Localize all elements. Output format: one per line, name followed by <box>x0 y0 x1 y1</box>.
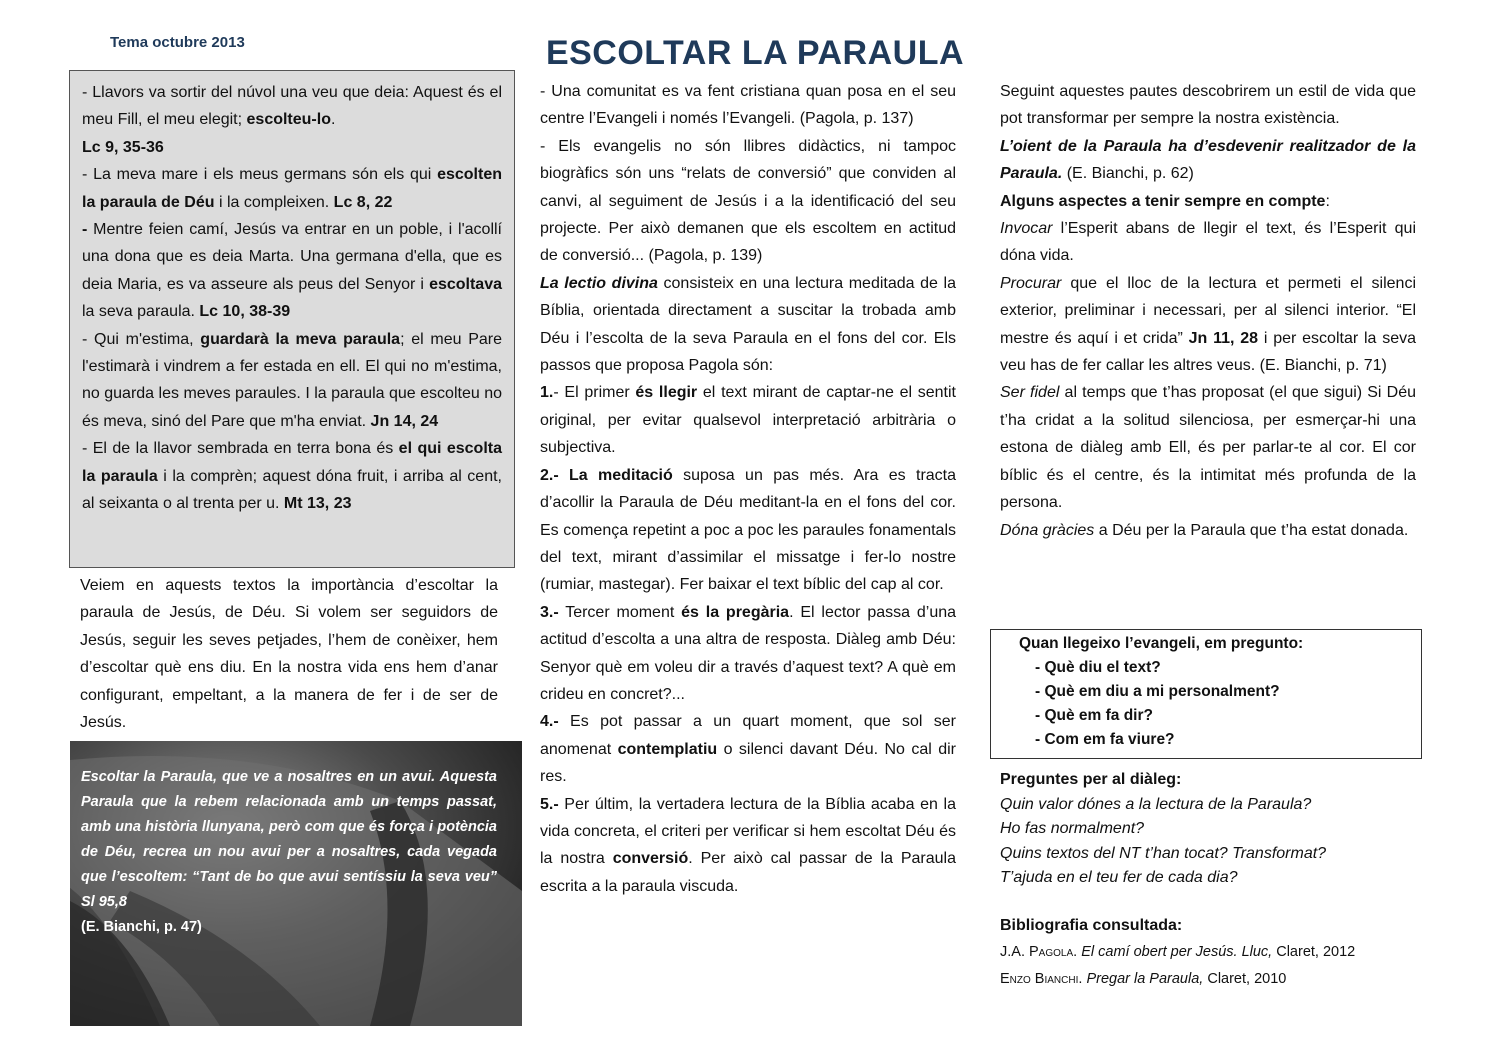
right-column <box>1000 78 1416 544</box>
quote-mt13: - El de la llavor sembrada en terra bona és el qui escolta la paraula i la comprèn; aquest dóna fruit, i arriba al cent, al seixanta o al trenta per u. Mt 13, 23 <box>82 440 503 513</box>
caption-text: Escoltar la Paraula, que ve a nosaltres en un avui. Aquesta Paraula que la rebem relacionada amb un temps passat, amb una història llunyana, però com que és força i potència de Déu, recrea un nou avui per a nosaltres, cada vegada que l’escoltem: “Tant de bo que avui sentíssiu la seva veu” Sl 95,8 <box>81 769 497 910</box>
scripture-quote-box <box>69 70 515 568</box>
quote-lc10: - Mentre feien camí, Jesús va entrar en un poble, i l'acollí una dona que es deia Marta. Una germana d'ella, que es deia Maria, es va asseure als peus del Senyor i escoltava la seva paraula. Lc 10, 38-39 <box>82 221 502 321</box>
bible-photo <box>70 741 522 1026</box>
bibliography-entry: Enzo Bianchi. Pregar la Paraula, Claret, 2010 <box>1000 970 1287 987</box>
dialog-heading: Preguntes per al diàleg: <box>1000 771 1182 788</box>
aspect-dona-gracies: Dóna gràcies a Déu per la Paraula que t’ha estat donada. <box>1000 521 1409 539</box>
step-2: 2.- La meditació suposa un pas més. Ara es tracta d’acollir la Paraula de Déu meditant-la en el fons del cor. Es comença repetint a poc a poc les paraules fonamentals del text, mirant d’assimilar el missatge i fer-lo nostre (rumiar, mastegar). Fer baixar el text bíblic del cap al cor. <box>540 466 957 594</box>
bibliography-entry: J.A. Pagola. El camí obert per Jesús. Lluc, Claret, 2012 <box>1000 943 1356 960</box>
mid-paragraph-1: - Una comunitat es va fent cristiana quan posa en el seu centre l’Evangeli i només l’Evangeli. (Pagola, p. 137) <box>540 83 956 128</box>
questions-heading: Quan llegeixo l’evangeli, em pregunto: <box>1019 635 1304 652</box>
intro-paragraph: Veiem en aquests textos la importància d’escoltar la paraula de Jesús, de Déu. Si volem ser seguidors de Jesús, seguir les seves petjades, l’hem de conèixer, hem d’escoltar què ens diu. En la nostra vida ens hem d’anar configurant, empeltant, a la manera de fer i de ser de Jesús. <box>80 577 498 732</box>
quote-lc9: - Llavors va sortir del núvol una veu que deia: Aquest és el meu Fill, el meu elegit; escolteu-lo. <box>82 84 502 129</box>
aspect-invocar: Invocar l’Esperit abans de llegir el text, és l’Esperit qui dóna vida. <box>1000 220 1416 265</box>
dialog-question: T’ajuda en el teu fer de cada dia? <box>1000 869 1238 887</box>
dialog-question: Quins textos del NT t’han tocat? Transformat? <box>1000 844 1327 862</box>
dialog-questions <box>1000 768 1420 891</box>
mid-paragraph-2: - Els evangelis no són llibres didàctics, ni tampoc biogràfics són uns “relats de conversió” que conviden al canvi, al seguiment de Jesús i a la identificació del seu projecte. Per això demanen que els escoltem en actitud de conversió... (Pagola, p. 139) <box>540 137 956 265</box>
lectio-divina-paragraph: La lectio divina consisteix en una lectura meditada de la Bíblia, orientada directament a suscitar la trobada amb Déu i l’escolta de la seva Paraula en el fons del cor. Els passos que proposa Pagola són: <box>540 274 957 375</box>
quote-jn14: - Qui m'estima, guardarà la meva paraula; el meu Pare l'estimarà i vindrem a fer estada en ell. El qui no m'estima, no guarda les meves paraules. I la paraula que escolteu no és meva, sinó del Pare que m'ha enviat. Jn 14, 24 <box>82 330 503 430</box>
question-item: - Com em fa viure? <box>1035 731 1175 748</box>
question-item: - Què diu el text? <box>1035 659 1161 676</box>
dialog-question: Ho fas normalment? <box>1000 820 1145 838</box>
step-5: 5.- Per últim, la vertadera lectura de la Bíblia acaba en la vida concreta, el criteri per verificar si hem escoltat Déu és la nostra conversió. Per això cal passar de la Paraula escrita a la paraula viscuda. <box>540 795 957 895</box>
topic-date: Tema octubre 2013 <box>110 34 245 51</box>
step-3: 3.- Tercer moment és la pregària. El lector passa d’una actitud d’escolta a una altra de resposta. Diàleg amb Déu: Senyor què em voleu dir a través d’aquest text? A què em crideu en concret?... <box>540 603 957 703</box>
caption-citation: (E. Bianchi, p. 47) <box>81 919 202 935</box>
step-4: 4.- Es pot passar a un quart moment, que sol ser anomenat contemplatiu o silenci davant Déu. No cal dir res. <box>540 713 957 786</box>
bibliography <box>1000 914 1420 993</box>
dialog-question: Quin valor dónes a la lectura de la Paraula? <box>1000 795 1312 813</box>
question-item: - Què em diu a mi personalment? <box>1035 683 1280 700</box>
right-paragraph-1: Seguint aquestes pautes descobrirem un estil de vida que pot transformar per sempre la nostra existència. <box>1000 83 1416 128</box>
step-1: 1.- El primer és llegir el text mirant de captar-ne el sentit original, per evitar qualsevol interpretació arbitrària o subjectiva. <box>540 384 956 457</box>
page-title: ESCOLTAR LA PARAULA <box>545 34 965 72</box>
aspect-ser-fidel: Ser fidel al temps que t’has proposat (el que sigui) Si Déu t’ha cridat a la solitud silenciosa, per esmerçar-hi una estona de diàleg amb Ell, és per parlar-te al cor. El cor bíblic és el centre, és la intimitat més profunda de la persona. <box>1000 384 1416 512</box>
bibliography-heading: Bibliografia consultada: <box>1000 917 1183 934</box>
aspect-procurar: Procurar que el lloc de la lectura et permeti el silenci exterior, preliminar i necessari, per al silenci interior. “El mestre és aquí i et crida” Jn 11, 28 i per escoltar la seva veu has de fer callar les altres veus. (E. Bianchi, p. 71) <box>1000 274 1417 375</box>
photo-caption <box>81 765 497 940</box>
question-item: - Què em fa dir? <box>1035 707 1153 724</box>
aspects-heading: Alguns aspectes a tenir sempre en compte: <box>1000 192 1330 210</box>
reading-questions-box <box>990 629 1422 759</box>
middle-column <box>540 78 956 900</box>
quote-lc8: - La meva mare i els meus germans són els qui escolten la paraula de Déu i la compleixen. Lc 8, 22 <box>82 166 502 211</box>
right-paragraph-2: L’oient de la Paraula ha d’esdevenir realitzador de la Paraula. (E. Bianchi, p. 62) <box>1000 137 1416 183</box>
quote-ref-lc9: Lc 9, 35-36 <box>82 138 164 156</box>
